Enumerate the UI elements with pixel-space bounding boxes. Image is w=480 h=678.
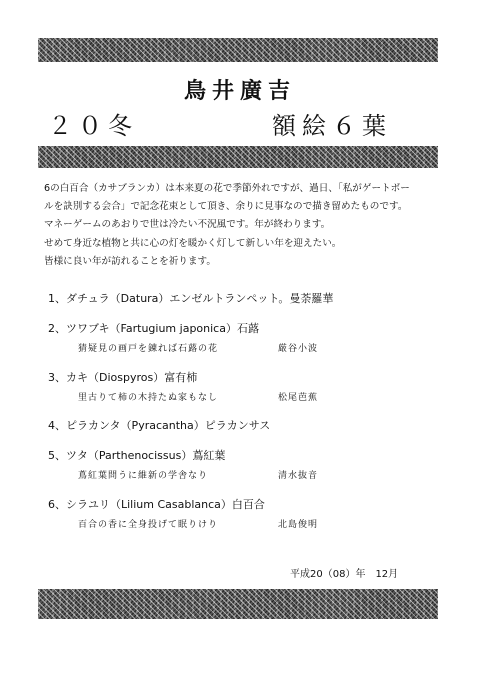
- item-title: 2、ツワブキ（Fartugium japonica）石蕗: [48, 322, 259, 335]
- haiku-author: 清水抜音: [278, 471, 319, 481]
- list-item: [48, 369, 448, 402]
- list-item: [48, 496, 448, 529]
- author-name: 鳥井廣吉: [183, 79, 296, 104]
- haiku-line: [48, 517, 448, 529]
- list-item: [48, 290, 448, 306]
- item-title: 5、ツタ（Parthenocissus）蔦紅葉: [48, 449, 226, 462]
- list-item: [48, 447, 448, 480]
- haiku-line: [48, 341, 448, 353]
- intro-line: 皆様に良い年が訪れることを祈ります。: [44, 255, 216, 267]
- series-title: ２０冬: [48, 112, 138, 140]
- haiku-line: [48, 390, 448, 402]
- haiku-text: 猜疑見の画戸を錬れば石蕗の花: [78, 344, 219, 354]
- intro-text: [44, 180, 444, 271]
- haiku-author: 厳谷小波: [278, 344, 319, 354]
- haiku-author: 北島俊明: [278, 520, 319, 530]
- haiku-author: 松尾芭蕉: [278, 393, 319, 403]
- decorative-band-middle: [38, 146, 438, 168]
- intro-line: せめて身近な植物と共に心の灯を暖かく灯して新しい年を迎えたい。: [44, 237, 342, 249]
- haiku-text: 蔦紅葉問うに維新の学舎なり: [78, 471, 209, 481]
- haiku-line: [48, 468, 448, 480]
- haiku-text: 里古りて柿の木持たぬ家もなし: [78, 393, 219, 403]
- intro-line: マネーゲームのあおりで世は冷たい不況風です。年が終わります。: [44, 219, 331, 231]
- list-item: [48, 417, 448, 433]
- haiku-text: 百合の香に全身投げて眠りけり: [78, 520, 219, 530]
- item-title: 1、ダチュラ（Datura）エンゼルトランペット。曼荼羅華: [48, 292, 334, 305]
- intro-line: ルを訣別する会合」で記念花束として頂き、余りに見事なので描き留めたものです。: [44, 201, 408, 213]
- item-title: 3、カキ（Diospyros）富有柿: [48, 371, 198, 384]
- intro-line: 6の白百合（カサブランカ）は本来夏の花で季節外れですが、過日、「私がゲートボー: [44, 183, 410, 194]
- item-title: 4、ピラカンタ（Pyracantha）ピラカンサス: [48, 419, 271, 432]
- decorative-band-top: [38, 38, 438, 62]
- date-line: 平成20（08）年 12月: [290, 569, 399, 580]
- series-subtitle: 額絵６葉: [272, 112, 392, 140]
- list-item: [48, 320, 448, 353]
- item-title: 6、シラユリ（Lilium Casablanca）白百合: [48, 498, 265, 511]
- decorative-band-bottom: [38, 589, 438, 619]
